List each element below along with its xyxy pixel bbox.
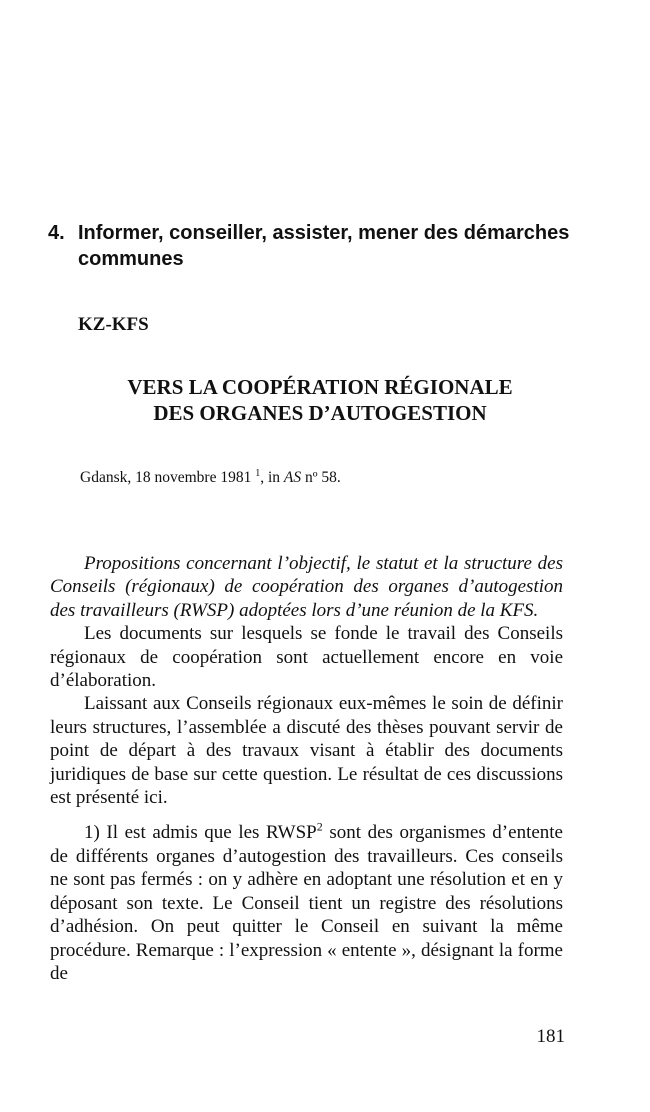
body-text (50, 552, 563, 985)
footnote-ref-2[interactable]: 2 (316, 820, 323, 835)
paragraph-2: Laissant aux Conseils régionaux eux-mêmes le soin de définir leurs structures, l’assemblée a discuté des thèses pouvant servir de point de départ à des travaux visant à établir des documents juridiques de base sur cette question. Le résultat de ces discussions est présenté ici. (50, 693, 563, 809)
document-title-line-1: VERS LA COOPÉRATION RÉGIONALE (127, 375, 513, 399)
document-title-line-2: DES ORGANES D’AUTOGESTION (153, 401, 487, 425)
paragraph-3-rest: sont des organismes d’entente de différents organes d’autogestion des travailleurs. Ces conseils ne sont pas fermés : on y adhère en adoptant une résolution et en y déposant son texte. Le Conseil tient un registre des résolutions d’adhésion. On peut quitter le Conseil en suivant la même procédure. Remarque : l’expression « entente », désignant la forme de (50, 822, 563, 984)
paragraph-3 (50, 821, 563, 985)
source-issue: nº 58. (301, 469, 341, 487)
source-in-label: , in (260, 469, 284, 487)
paragraph-3-start: 1) Il est admis que les RWSP (84, 822, 317, 844)
document-title (0, 374, 640, 426)
section-number: 4. (48, 222, 65, 244)
paragraph-1: Les documents sur lesquels se fonde le travail des Conseils régionaux de coopération sont actuellement encore en voie d’élaboration. (50, 623, 563, 692)
intro-paragraph: Propositions concernant l’objectif, le statut et la structure des Conseils (régionaux) de coopération des organes d’autogestion des travailleurs (RWSP) adoptées lors d’une réunion de la KFS. (50, 553, 563, 621)
source-citation (80, 468, 341, 487)
organization-label: KZ-KFS (78, 314, 149, 335)
page-number: 181 (536, 1026, 565, 1047)
source-place-date: Gdansk, 18 novembre 1981 (80, 469, 252, 487)
section-heading (48, 220, 588, 272)
section-title: Informer, conseiller, assister, mener des démarches communes (78, 222, 570, 270)
footnote-ref-1[interactable]: 1 (255, 468, 261, 479)
source-publication: AS (283, 469, 302, 487)
